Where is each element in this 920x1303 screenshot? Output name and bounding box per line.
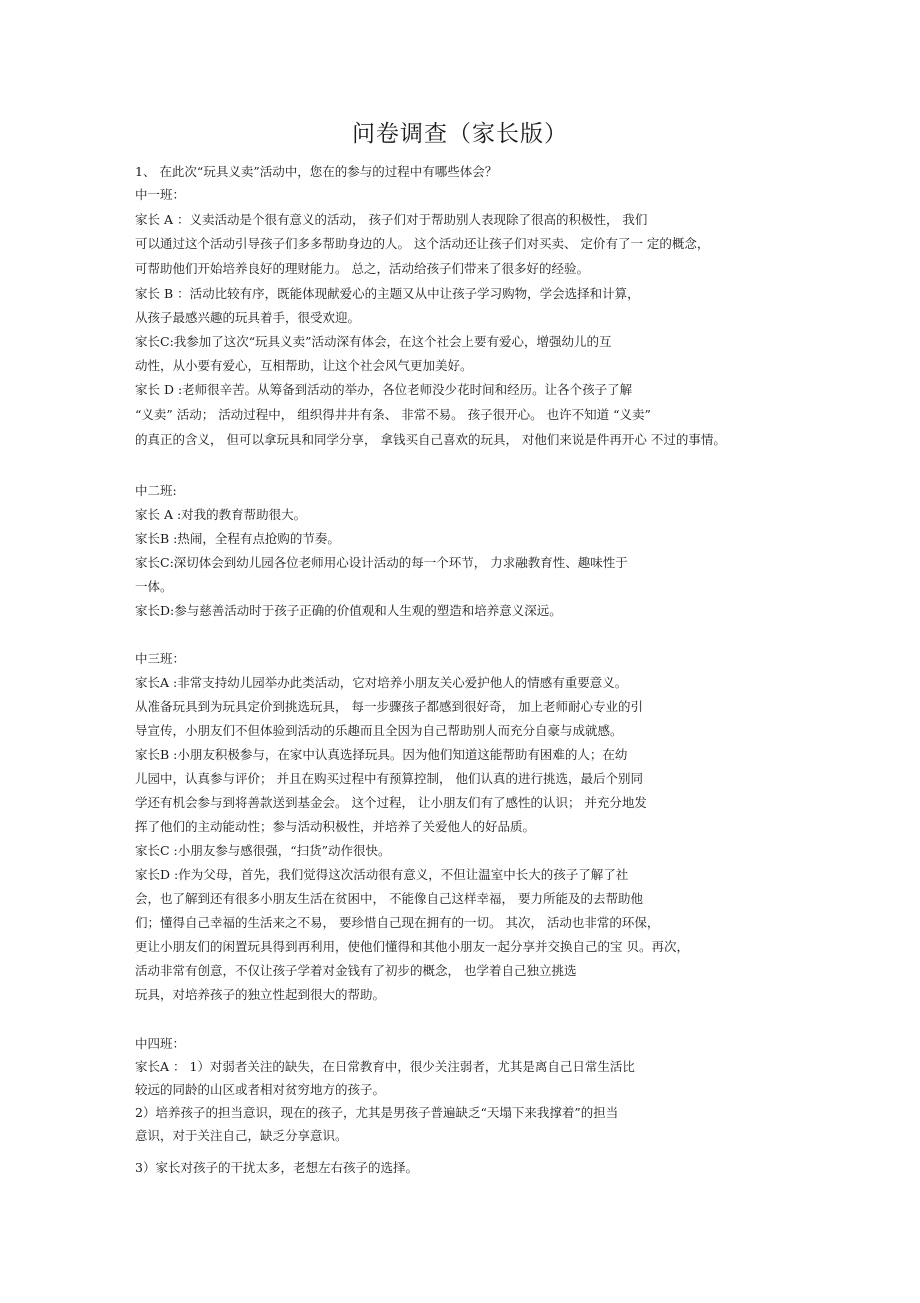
paragraph-line: 家长C :小朋友参与感很强，“扫货”动作很快。 xyxy=(135,843,391,858)
paragraph-line: 活动非常有创意，不仅让孩子学着对金钱有了初步的概念， 也学着自己独立挑选 xyxy=(135,963,577,978)
paragraph-line: 们；懂得自己幸福的生活来之不易， 要珍惜自己现在拥有的一切。 其次， 活动也非常的环保， xyxy=(135,915,660,930)
paragraph-line: 导宣传，小朋友们不但体验到活动的乐趣而且全因为自己帮助别人而充分自豪与成就感。 xyxy=(135,723,623,738)
section-heading: 中一班： xyxy=(135,187,186,202)
paragraph-line: 家长A :非常支持幼儿园举办此类活动，它对培养小朋友关心爱护他人的情感有重要意义。 xyxy=(135,675,628,690)
paragraph-line: 家长B :小朋友积极参与，在家中认真选择玩具。因为他们知道这能帮助有困难的人；在幼 xyxy=(135,747,628,762)
paragraph-line: “义卖” 活动； 活动过程中， 组织得井井有条、 非常不易。 孩子很开心。 也许不知道 “义卖” xyxy=(135,407,651,422)
paragraph-line: 家长C:我参加了这次“玩具义卖”活动深有体会，在这个社会上要有爱心，增强幼儿的互 xyxy=(135,334,612,349)
paragraph-line: 会，也了解到还有很多小朋友生活在贫困中， 不能像自己这样幸福， 要力所能及的去帮助他 xyxy=(135,891,643,906)
paragraph-line: 家长D:参与慈善活动时于孩子正确的价值观和人生观的塑造和培养意义深远。 xyxy=(135,603,562,618)
section-heading: 中四班： xyxy=(135,1036,186,1051)
paragraph-line: 可帮助他们开始培养良好的理财能力。 总之，活动给孩子们带来了很多好的经验。 xyxy=(135,261,589,276)
paragraph-line: 儿园中，认真参与评价； 并且在购买过程中有预算控制， 他们认真的进行挑选，最后个别同 xyxy=(135,771,643,786)
paragraph-line: 从孩子最感兴趣的玩具着手，很受欢迎。 xyxy=(135,310,361,325)
paragraph-line: 家长B :热闹，全程有点抢购的节奏。 xyxy=(135,531,340,546)
paragraph-line: 可以通过这个活动引导孩子们多多帮助身边的人。 这个活动还让孩子们对买卖、 定价有了一 定的概念， xyxy=(135,236,710,251)
paragraph-line: 家长 A ：义卖活动是个很有意义的活动， 孩子们对于帮助别人表现除了很高的积极性， 我们 xyxy=(135,212,648,227)
paragraph-line: 一体。 xyxy=(135,579,173,594)
paragraph-line: 动性，从小要有爱心，互相帮助，让这个社会风气更加美好。 xyxy=(135,358,473,373)
paragraph-line: 玩具，对培养孩子的独立性起到很大的帮助。 xyxy=(135,987,386,1002)
paragraph-line: 从准备玩具到为玩具定价到挑选玩具， 每一步骤孩子都感到很好奇， 加上老师耐心专业的引 xyxy=(135,699,643,714)
question-1: 1、 在此次“玩具义卖”活动中，您在的参与的过程中有哪些体会？ xyxy=(135,164,498,179)
paragraph-line: 学还有机会参与到将善款送到基金会。 这个过程， 让小朋友们有了感性的认识； 并充分地发 xyxy=(135,795,647,810)
section-heading: 中三班： xyxy=(135,651,186,666)
section-heading: 中二班: xyxy=(135,483,177,498)
paragraph-line: 的真正的含义， 但可以拿玩具和同学分享， 拿钱买自己喜欢的玩具， 对他们来说是件再开心 不过的事情。 xyxy=(135,432,726,447)
paragraph-line: 更让小朋友们的闲置玩具得到再利用，使他们懂得和其他小朋友一起分享并交换自己的宝 贝。再次， xyxy=(135,939,689,954)
paragraph-line: 家长D :作为父母，首先，我们觉得这次活动很有意义，不但让温室中长大的孩子了解了社 xyxy=(135,867,629,882)
paragraph-line: 2）培养孩子的担当意识，现在的孩子，尤其是男孩子普遍缺乏“天塌下来我撑着”的担当 xyxy=(135,1105,619,1120)
document-title: 问卷调查（家长版） xyxy=(352,121,568,147)
paragraph-line: 家长C:深切体会到幼儿园各位老师用心设计活动的每一个环节， 力求融教育性、趣味性于 xyxy=(135,555,628,570)
paragraph-line: 挥了他们的主动能动性；参与活动积极性，并培养了关爱他人的好品质。 xyxy=(135,819,536,834)
paragraph-line: 家长 A :对我的教育帮助很大。 xyxy=(135,507,307,522)
paragraph-line: 家长A ： 1）对弱者关注的缺失，在日常教育中，很少关注弱者，尤其是离自己日常生活比 xyxy=(135,1059,635,1074)
paragraph-line: 意识，对于关注自己，缺乏分享意识。 xyxy=(135,1128,348,1143)
paragraph-line: 3）家长对孩子的干扰太多，老想左右孩子的选择。 xyxy=(135,1160,418,1175)
paragraph-line: 家长 D :老师很辛苦。从筹备到活动的举办，各位老师没少花时间和经历。让各个孩子了解 xyxy=(135,382,633,397)
paragraph-line: 较远的同龄的山区或者相对贫穷地方的孩子。 xyxy=(135,1082,386,1097)
paragraph-line: 家长 B ：活动比较有序，既能体现献爱心的主题又从中让孩子学习购物，学会选择和计算， xyxy=(135,286,640,301)
